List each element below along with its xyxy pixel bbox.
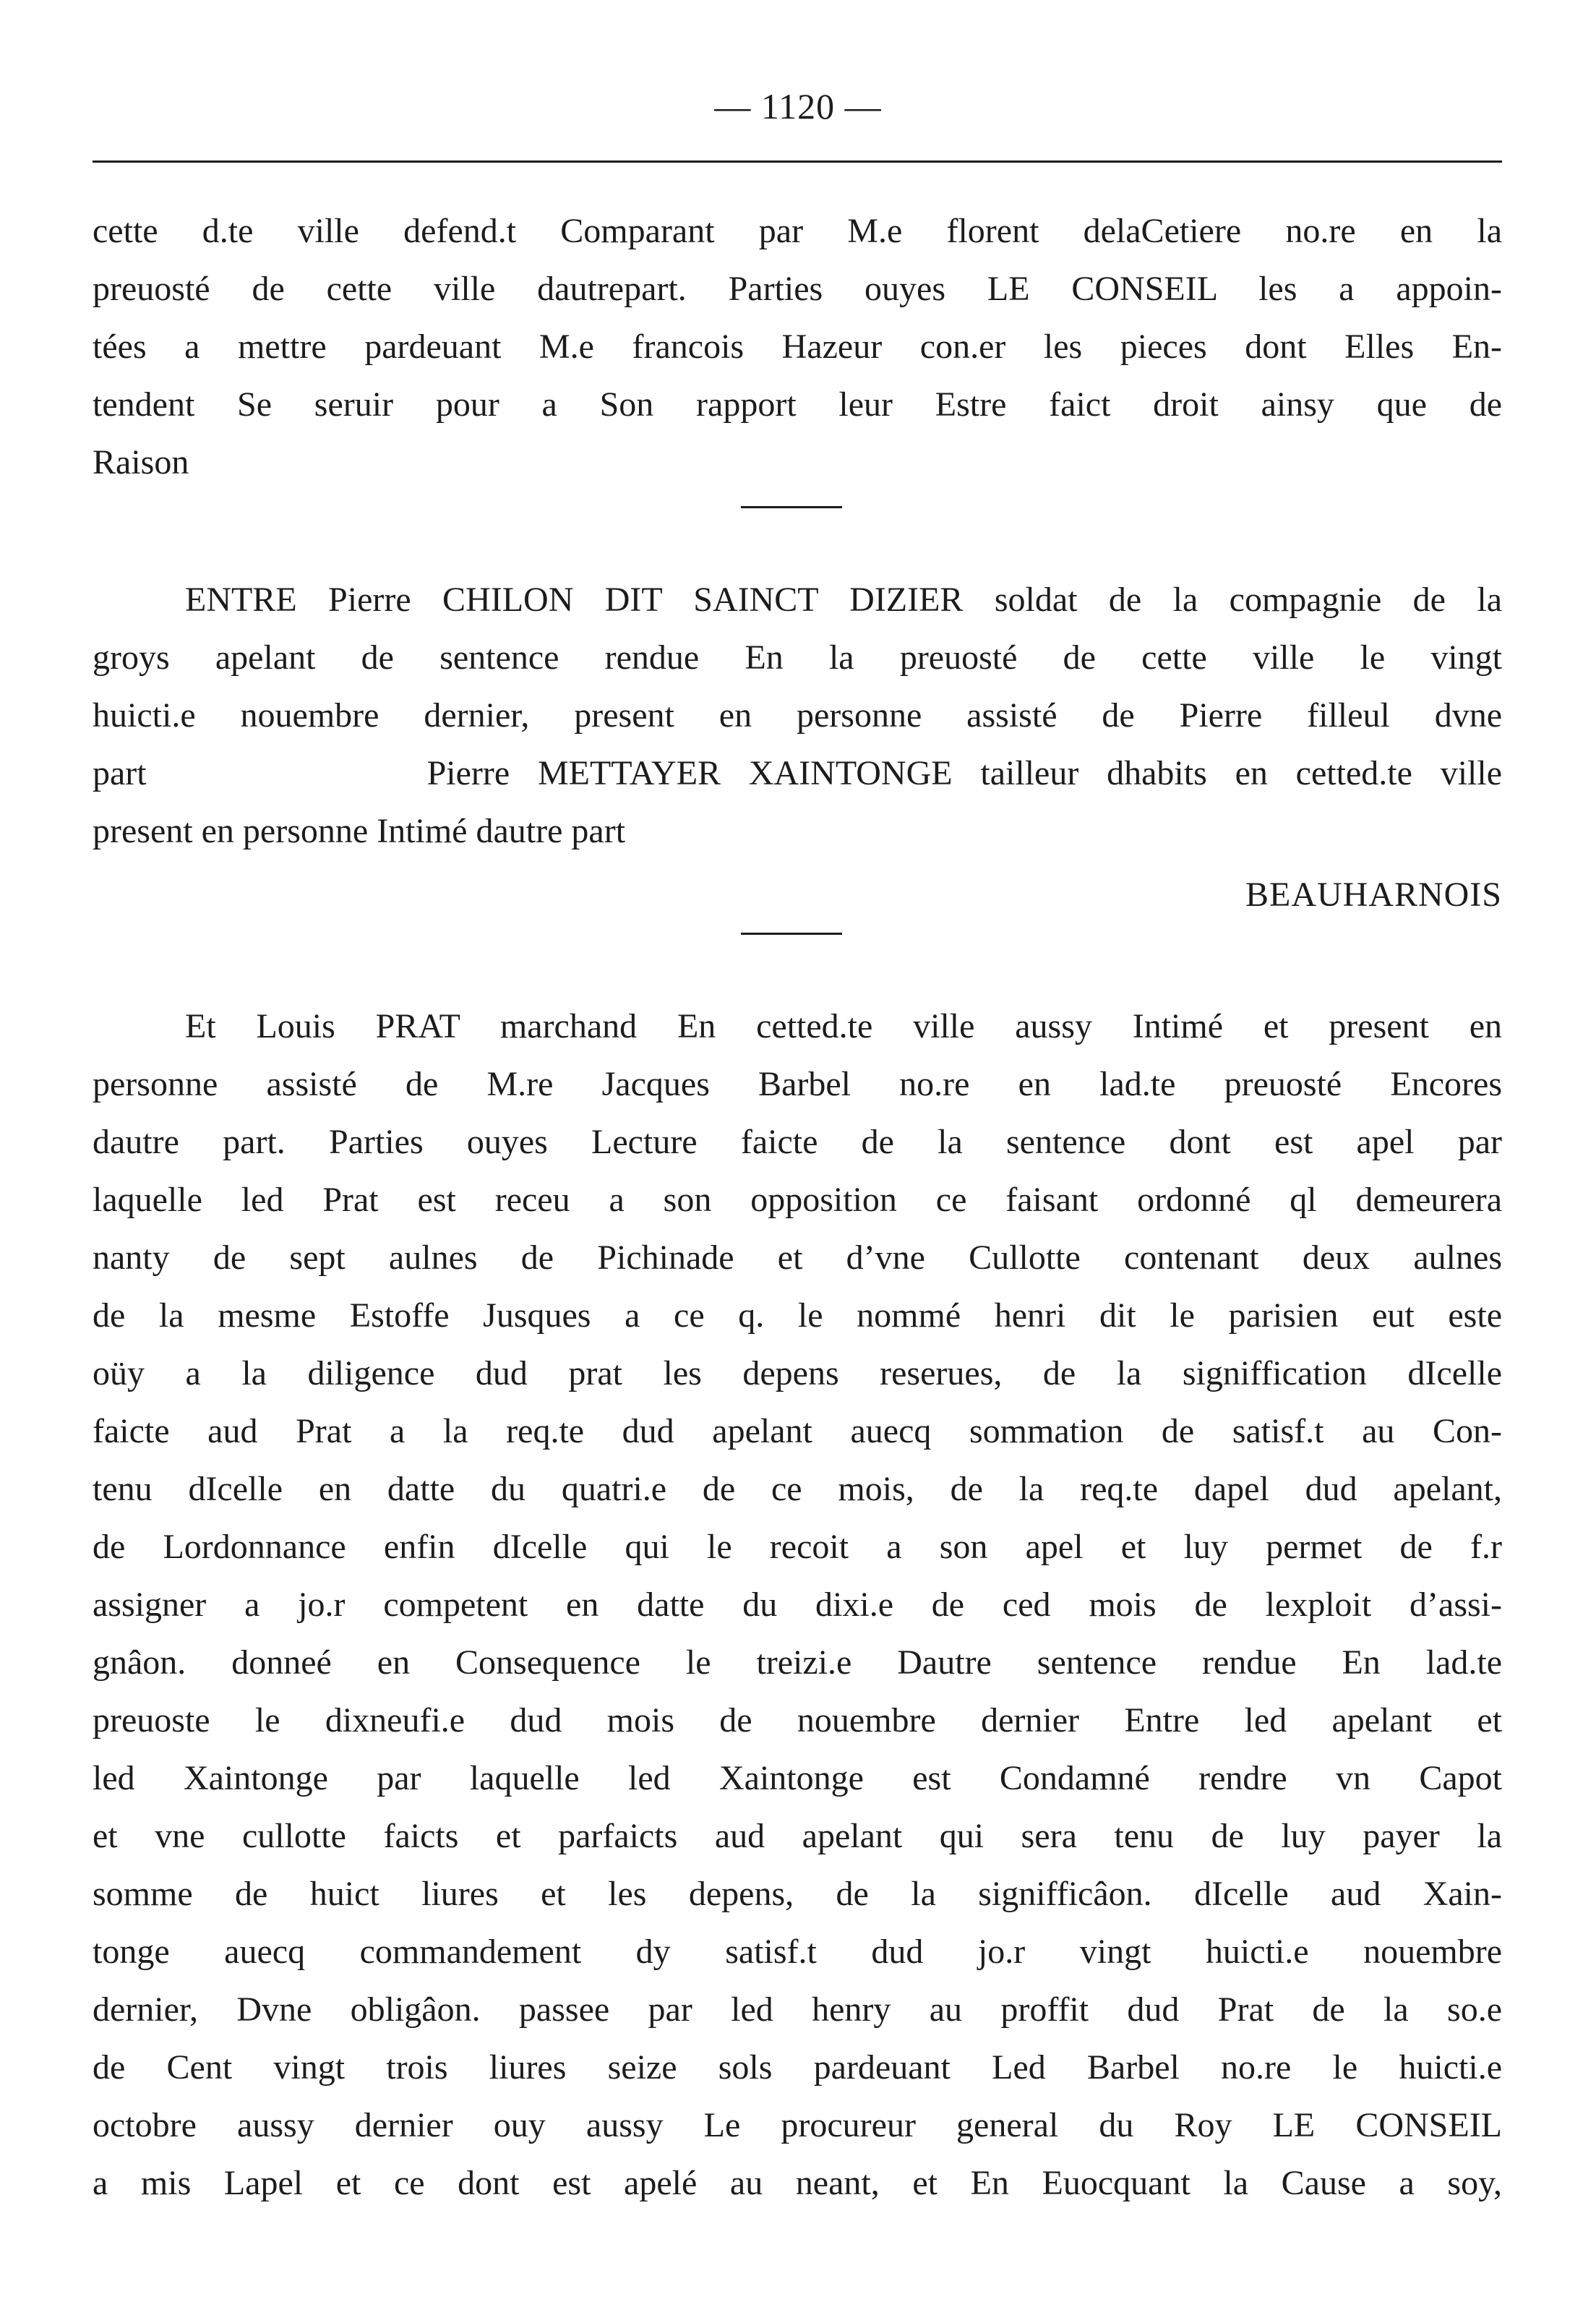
text-line: octobre aussy dernier ouy aussy Le procureur general du Roy LE CONSEIL [93, 2106, 1502, 2144]
text-line: assigner a jo.r competent en datte du dixi.e de ced mois de lexploit d’assi- [93, 1586, 1502, 1624]
text-line: tendent Se seruir pour a Son rapport leur Estre faict droit ainsy que de [93, 385, 1502, 424]
text-line: a mis Lapel et ce dont est apelé au neant, et En Euocquant la Cause a soy, [93, 2164, 1502, 2202]
text-line: faicte aud Prat a la req.te dud apelant auecq sommation de satisf.t au Con- [93, 1412, 1502, 1450]
text-line: part Pierre METTAYER XAINTONGE tailleur dhabits en cetted.te ville [93, 754, 1502, 792]
text-line: et vne cullotte faicts et parfaicts aud apelant qui sera tenu de luy payer la [93, 1817, 1502, 1855]
section-divider [741, 506, 842, 508]
text-line: nanty de sept aulnes de Pichinade et d’vne Cullotte contenant deux aulnes [93, 1238, 1502, 1277]
text-line: oüy a la diligence dud prat les depens reserues, de la signiffication dIcelle [93, 1354, 1502, 1392]
text-line: somme de huict liures et les depens, de la signifficâon. dIcelle aud Xain- [93, 1875, 1502, 1913]
text-line: cette d.te ville defend.t Comparant par M.e florent delaCetiere no.re en la [93, 212, 1502, 250]
signature: BEAUHARNOIS [1245, 876, 1502, 914]
text-line: preuosté de cette ville dautrepart. Parties ouyes LE CONSEIL les a appoin- [93, 270, 1502, 308]
top-rule [93, 161, 1502, 163]
paragraph-1 [93, 202, 1502, 492]
paragraph-3 [93, 998, 1502, 2212]
page-number: — 1120 — [714, 86, 882, 127]
text-line: tonge auecq commandement dy satisf.t dud jo.r vingt huicti.e nouembre [93, 1933, 1502, 1971]
text-line: gnâon. donneé en Consequence le treizi.e Dautre sentence rendue En lad.te [93, 1643, 1502, 1682]
text-line: groys apelant de sentence rendue En la preuosté de cette ville le vingt [93, 638, 1502, 677]
text-line: ENTRE Pierre CHILON DIT SAINCT DIZIER soldat de la compagnie de la [185, 581, 1502, 619]
text-line: tenu dIcelle en datte du quatri.e de ce mois, de la req.te dapel dud apelant, [93, 1470, 1502, 1508]
text-line: Et Louis PRAT marchand En cetted.te ville aussy Intimé et present en [185, 1007, 1502, 1045]
text-line: huicti.e nouembre dernier, present en personne assisté de Pierre filleul dvne [93, 696, 1502, 735]
text-line: de la mesme Estoffe Jusques a ce q. le nommé henri dit le parisien eut este [93, 1296, 1502, 1335]
paragraph-2 [93, 571, 1502, 860]
text-line: led Xaintonge par laquelle led Xaintonge est Condamné rendre vn Capot [93, 1759, 1502, 1797]
text-line: preuoste le dixneufi.e dud mois de nouembre dernier Entre led apelant et [93, 1701, 1502, 1740]
text-line: dautre part. Parties ouyes Lecture faicte de la sentence dont est apel par [93, 1123, 1502, 1161]
text-line: de Lordonnance enfin dIcelle qui le recoit a son apel et luy permet de f.r [93, 1528, 1502, 1566]
section-divider [741, 933, 842, 935]
text-line: personne assisté de M.re Jacques Barbel no.re en lad.te preuosté Encores [93, 1065, 1502, 1103]
text-line: laquelle led Prat est receu a son opposition ce faisant ordonné ql demeurera [93, 1181, 1502, 1219]
text-line: present en personne Intimé dautre part [93, 812, 626, 850]
text-line: Raison [93, 443, 189, 482]
text-line: tées a mettre pardeuant M.e francois Hazeur con.er les pieces dont Elles En- [93, 328, 1502, 366]
text-line: dernier, Dvne obligâon. passee par led henry au proffit dud Prat de la so.e [93, 1990, 1502, 2029]
text-line: de Cent vingt trois liures seize sols pardeuant Led Barbel no.re le huicti.e [93, 2048, 1502, 2087]
